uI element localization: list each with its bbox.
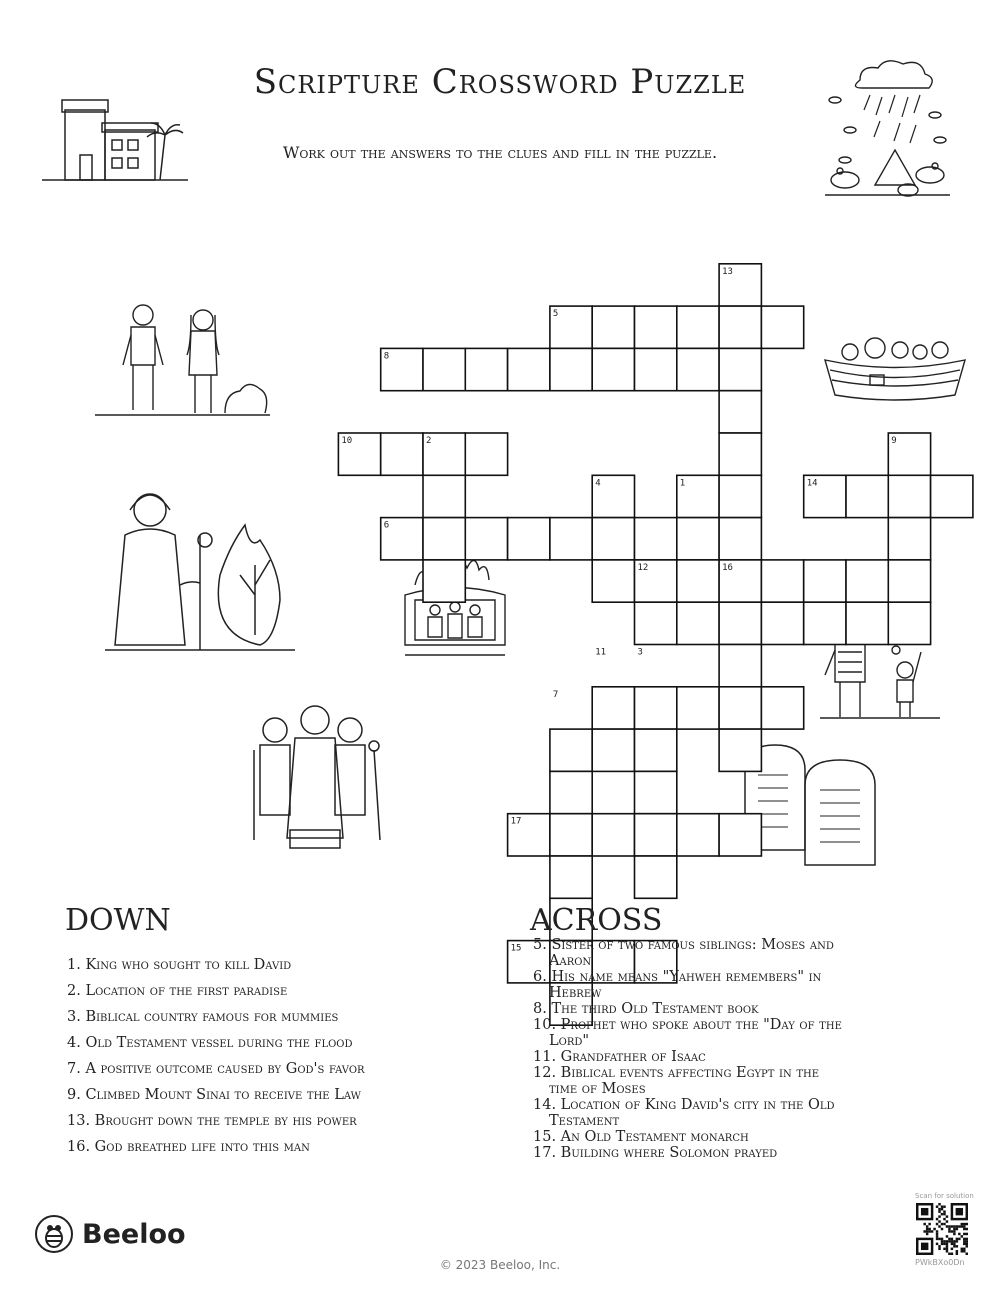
- crossword-cell[interactable]: [719, 814, 761, 856]
- clue-number: 6: [383, 520, 390, 531]
- across-clue: 5. Sister of two famous siblings: Moses and Aaron: [533, 937, 834, 969]
- clue-number: 7: [552, 689, 559, 700]
- qr-code-label: PWkBXo0Dn: [915, 1258, 965, 1267]
- down-clue: 7. A positive outcome caused by God's favor: [67, 1061, 365, 1077]
- crossword-cell[interactable]: [550, 814, 592, 856]
- crossword-cell[interactable]: [635, 814, 677, 856]
- crossword-cell[interactable]: [508, 348, 550, 390]
- down-clue: 1. King who sought to kill David: [67, 957, 292, 973]
- crossword-cell[interactable]: [465, 518, 507, 560]
- across-clue-list: [533, 937, 913, 1161]
- crossword-cell[interactable]: [508, 518, 550, 560]
- clue-number: 9: [891, 436, 897, 446]
- crossword-cell[interactable]: [550, 306, 592, 348]
- across-clue: 6. His name means "Yahweh remembers" in Hebrew: [533, 969, 822, 1001]
- crossword-cell[interactable]: [888, 518, 930, 560]
- across-heading: ACROSS: [530, 903, 663, 938]
- adam-eve-illustration: [95, 295, 270, 425]
- crossword-cell[interactable]: [677, 602, 719, 644]
- crossword-cell[interactable]: [381, 518, 423, 560]
- crossword-cell[interactable]: [635, 602, 677, 644]
- crossword-cell[interactable]: [719, 391, 761, 433]
- crossword-cell[interactable]: [550, 771, 592, 813]
- crossword-cell[interactable]: [423, 560, 465, 602]
- crossword-cell[interactable]: [592, 348, 634, 390]
- crossword-cell[interactable]: [423, 348, 465, 390]
- moses-bush-illustration: [100, 475, 300, 660]
- crossword-cell[interactable]: [719, 560, 761, 602]
- across-clue: 14. Location of King David's city in the Old Testament: [533, 1097, 835, 1129]
- crossword-cell[interactable]: [761, 687, 803, 729]
- crossword-cell[interactable]: [846, 560, 888, 602]
- clue-number: 16: [722, 562, 733, 573]
- crossword-cell[interactable]: [635, 729, 677, 771]
- clue-number: 14: [806, 478, 818, 489]
- crossword-cell[interactable]: [381, 348, 423, 390]
- down-clue: 13. Brought down the temple by his power: [67, 1113, 357, 1129]
- crossword-cell[interactable]: [381, 433, 423, 475]
- clue-number: 5: [552, 309, 559, 320]
- crossword-cell[interactable]: [719, 645, 761, 687]
- crossword-cell[interactable]: [508, 814, 550, 856]
- temple-illustration: [40, 95, 190, 185]
- crossword-cell[interactable]: [719, 729, 761, 771]
- down-clue-list: [67, 955, 487, 1163]
- crossword-cell[interactable]: [719, 264, 761, 306]
- crossword-cell[interactable]: [677, 687, 719, 729]
- across-clue: 17. Building where Solomon prayed: [533, 1145, 778, 1161]
- crossword-cell[interactable]: [719, 433, 761, 475]
- clue-number: 11: [595, 647, 607, 658]
- crossword-cell[interactable]: [635, 560, 677, 602]
- crossword-cell[interactable]: [719, 518, 761, 560]
- crossword-cell[interactable]: [423, 518, 465, 560]
- crossword-cell[interactable]: [888, 602, 930, 644]
- crossword-cell[interactable]: [423, 433, 465, 475]
- crossword-cell[interactable]: [719, 475, 761, 517]
- crossword-cell[interactable]: [846, 602, 888, 644]
- crossword-cell[interactable]: [761, 602, 803, 644]
- clue-number: 13: [722, 266, 733, 277]
- crossword-cell[interactable]: [592, 687, 634, 729]
- crossword-cell[interactable]: [888, 433, 930, 475]
- crossword-cell[interactable]: [592, 475, 634, 517]
- crossword-cell[interactable]: [677, 475, 719, 517]
- crossword-cell[interactable]: [592, 560, 634, 602]
- crossword-cell[interactable]: [931, 475, 973, 517]
- clue-number: 15: [510, 943, 522, 954]
- clue-number: 12: [637, 562, 649, 573]
- copyright: © 2023 Beeloo, Inc.: [439, 1258, 561, 1272]
- crossword-cell[interactable]: [635, 348, 677, 390]
- bee-icon: [34, 1214, 74, 1254]
- across-clue: 15. An Old Testament monarch: [533, 1129, 749, 1145]
- crossword-cell[interactable]: [338, 433, 380, 475]
- across-clue: 10. Prophet who spoke about the "Day of the Lord": [533, 1017, 842, 1049]
- crossword-cell[interactable]: [592, 729, 634, 771]
- down-clue: 16. God breathed life into this man: [67, 1139, 310, 1155]
- crossword-cell[interactable]: [635, 518, 677, 560]
- qr-code-icon[interactable]: [916, 1203, 968, 1255]
- beeloo-logo[interactable]: [34, 1214, 186, 1254]
- clue-number: 8: [383, 351, 390, 362]
- crossword-cell[interactable]: [635, 306, 677, 348]
- brand-name: Beeloo: [82, 1218, 186, 1250]
- crossword-cell[interactable]: [550, 348, 592, 390]
- page-subtitle: Work out the answers to the clues and fill in the puzzle.: [282, 143, 718, 162]
- crossword-cell[interactable]: [719, 602, 761, 644]
- three-figures-illustration: [240, 690, 390, 855]
- clue-number: 2: [426, 436, 432, 446]
- across-clue: 11. Grandfather of Isaac: [533, 1049, 706, 1065]
- crossword-cell[interactable]: [635, 856, 677, 898]
- crossword-cell[interactable]: [677, 518, 719, 560]
- crossword-cell[interactable]: [888, 560, 930, 602]
- crossword-cell[interactable]: [550, 518, 592, 560]
- crossword-cell[interactable]: [719, 348, 761, 390]
- clue-number: 17: [510, 816, 522, 827]
- crossword-cell[interactable]: [635, 771, 677, 813]
- crossword-cell[interactable]: [550, 729, 592, 771]
- crossword-cell[interactable]: [761, 306, 803, 348]
- crossword-cell[interactable]: [677, 348, 719, 390]
- crossword-cell[interactable]: [550, 856, 592, 898]
- crossword-cell[interactable]: [677, 814, 719, 856]
- qr-caption: Scan for solution: [915, 1192, 974, 1200]
- crossword-cell[interactable]: [423, 475, 465, 517]
- page-title: Scripture Crossword Puzzle: [253, 62, 747, 102]
- crossword-cell[interactable]: [804, 475, 846, 517]
- down-heading: DOWN: [65, 903, 171, 938]
- crossword-cell[interactable]: [888, 475, 930, 517]
- crossword-cell[interactable]: [635, 687, 677, 729]
- across-clue: 8. The third Old Testament book: [533, 1001, 759, 1017]
- crossword-cell[interactable]: [761, 560, 803, 602]
- plagues-illustration: [820, 55, 955, 205]
- crossword-cell[interactable]: [465, 348, 507, 390]
- clue-number: 1: [679, 478, 686, 489]
- clue-number: 10: [341, 436, 353, 446]
- clue-number: 3: [637, 647, 643, 658]
- crossword-cell[interactable]: [677, 306, 719, 348]
- crossword-cell[interactable]: [465, 433, 507, 475]
- crossword-cell[interactable]: [719, 687, 761, 729]
- crossword-cell[interactable]: [804, 560, 846, 602]
- ark-illustration: [820, 330, 970, 405]
- down-clue: 3. Biblical country famous for mummies: [67, 1009, 339, 1025]
- crossword-cell[interactable]: [804, 602, 846, 644]
- down-clue: 9. Climbed Mount Sinai to receive the Law: [67, 1087, 361, 1103]
- across-clue: 12. Biblical events affecting Egypt in the time of Moses: [533, 1065, 820, 1097]
- down-clue: 4. Old Testament vessel during the flood: [67, 1035, 353, 1051]
- crossword-cell[interactable]: [592, 518, 634, 560]
- crossword-cell[interactable]: [846, 475, 888, 517]
- crossword-cell[interactable]: [677, 560, 719, 602]
- crossword-cell[interactable]: [719, 306, 761, 348]
- crossword-cell[interactable]: [592, 306, 634, 348]
- crossword-cell[interactable]: [592, 814, 634, 856]
- clue-number: 4: [595, 478, 601, 489]
- down-clue: 2. Location of the first paradise: [67, 983, 288, 999]
